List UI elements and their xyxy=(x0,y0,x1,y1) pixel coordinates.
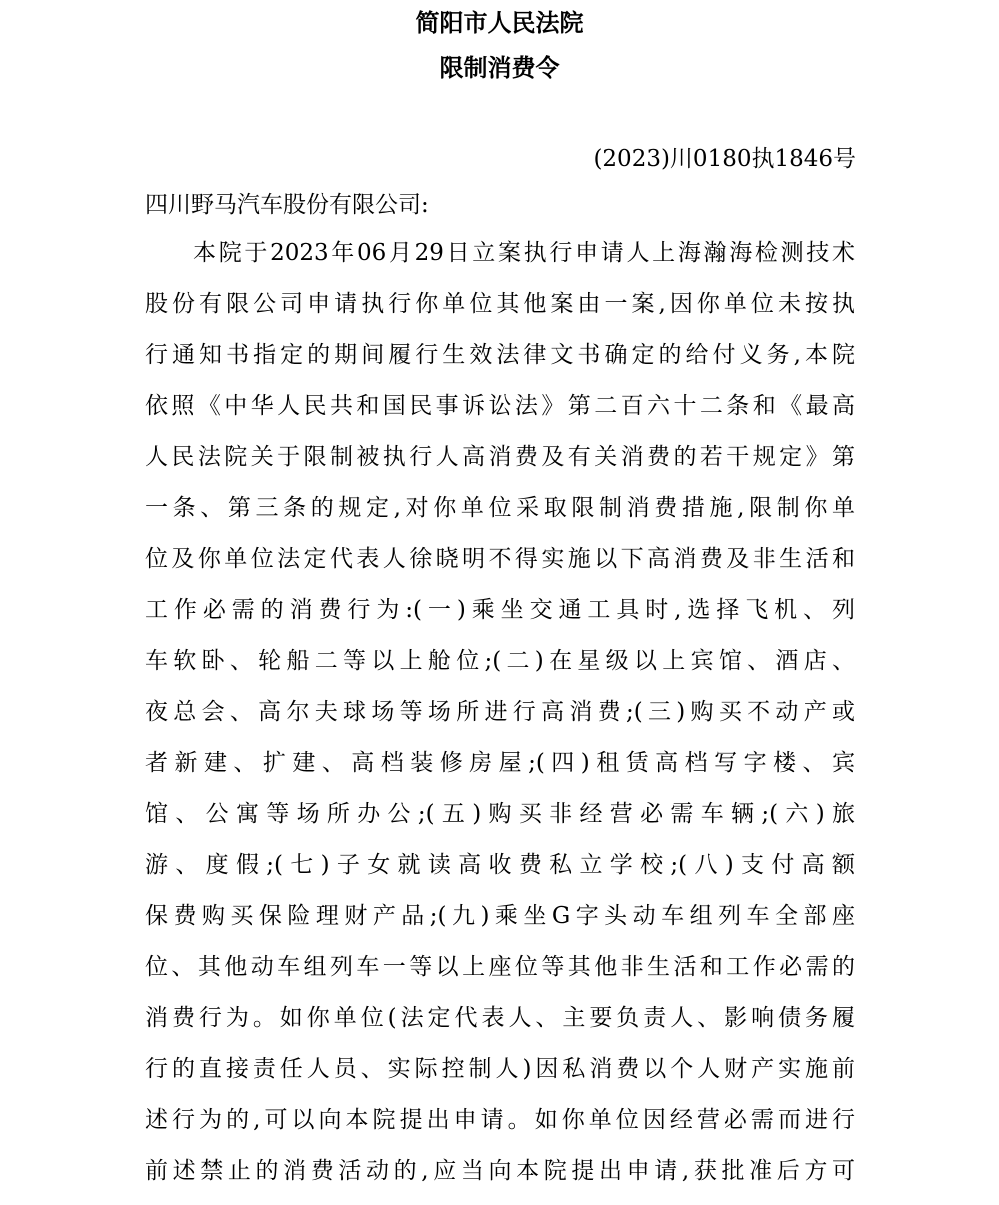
court-name: 简阳市人民法院 xyxy=(415,9,584,37)
body-line: 者新建、扩建、高档装修房屋;(四)租赁高档写字楼、宾 xyxy=(145,750,855,776)
body-line: 工作必需的消费行为:(一)乘坐交通工具时,选择飞机、列 xyxy=(145,597,855,623)
body-line: 馆、公寓等场所办公;(五)购买非经营必需车辆;(六)旅 xyxy=(145,801,855,827)
body-line: 行通知书指定的期间履行生效法律文书确定的给付义务,本院 xyxy=(145,342,855,368)
body-line: 消费行为。如你单位(法定代表人、主要负责人、影响债务履 xyxy=(145,1005,855,1031)
case-number: (2023)川0180执1846号 xyxy=(593,146,856,172)
body-line: 股份有限公司申请执行你单位其他案由一案,因你单位未按执 xyxy=(145,291,855,317)
body-line: 保费购买保险理财产品;(九)乘坐G字头动车组列车全部座 xyxy=(145,903,855,929)
body-line: 一条、第三条的规定,对你单位采取限制消费措施,限制你单 xyxy=(145,495,855,521)
body-line: 夜总会、高尔夫球场等场所进行高消费;(三)购买不动产或 xyxy=(145,699,855,725)
recipient-name: 四川野马汽车股份有限公司: xyxy=(145,192,429,218)
body-line: 前述禁止的消费活动的,应当向本院提出申请,获批准后方可 xyxy=(145,1158,855,1184)
body-line: 车软卧、轮船二等以上舱位;(二)在星级以上宾馆、酒店、 xyxy=(145,648,855,674)
body-line: 位、其他动车组列车一等以上座位等其他非生活和工作必需的 xyxy=(145,954,855,980)
document-title: 限制消费令 xyxy=(439,54,560,82)
body-line: 述行为的,可以向本院提出申请。如你单位因经营必需而进行 xyxy=(145,1107,855,1133)
body-line: 人民法院关于限制被执行人高消费及有关消费的若干规定》第 xyxy=(145,444,855,470)
body-line: 依照《中华人民共和国民事诉讼法》第二百六十二条和《最高 xyxy=(145,393,855,419)
body-line: 本院于2023年06月29日立案执行申请人上海瀚海检测技术 xyxy=(193,240,855,266)
body-line: 行的直接责任人员、实际控制人)因私消费以个人财产实施前 xyxy=(145,1056,855,1082)
body-line: 游、度假;(七)子女就读高收费私立学校;(八)支付高额 xyxy=(145,852,855,878)
body-line: 位及你单位法定代表人徐晓明不得实施以下高消费及非生活和 xyxy=(145,546,855,572)
